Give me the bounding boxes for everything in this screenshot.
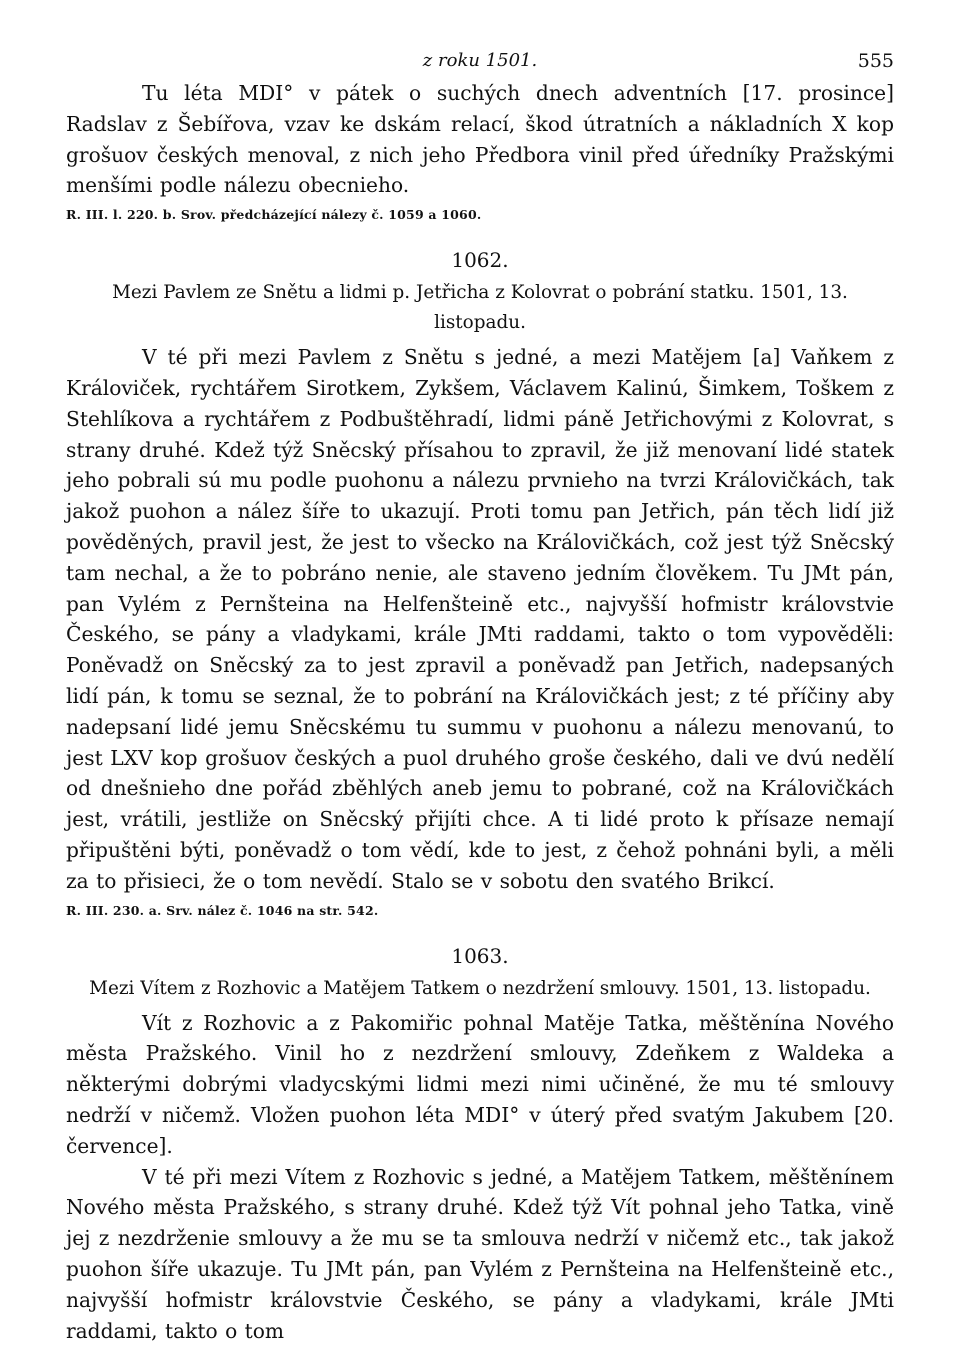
entry-summary: Mezi Vítem z Rozhovic a Matějem Tatkem o nezdržení smlouvy. 1501, 13. listopadu. — [89, 977, 871, 999]
running-title: z roku 1501. — [422, 50, 538, 71]
entry-number: 1062. — [451, 248, 509, 273]
paragraph-continuation: Tu léta MDI° v pátek o suchých dnech adventních [17. prosince] Radslav z Šebířova, vzav ke dskám relací, škod útratních a nákladních X kop grošuov českých menoval, z nich jeho Předbora vinil před úředníky Pražskými menšími podle nálezu obecnieho. — [66, 81, 894, 198]
paragraph: Vít z Rozhovic a z Pakomiřic pohnal Matěje Tatka, měštěnína Nového města Pražského. Vinil ho z nezdržení smlouvy, Zdeňkem z Waldeka a některými dobrými vladycskými lidmi mezi nimi učiněné, že mu té smlouvy nedrží v ničemž. Vložen puohon léta MDI° v úterý před svatým Jakubem [20. července]. — [66, 1010, 894, 1158]
paragraph: V té při mezi Pavlem z Snětu s jedné, a mezi Matějem [a] Vaňkem z Královiček, rychtářem Sirotkem, Zykšem, Václavem Kalinú, Šimkem, Toškem z Stehlíkova a rychtářem z Podbuštěhradí, lidmi páně Jetřichovými z Kolovrat, s strany druhé. Kdež týž Sněcský přísahou to zpravil, že již menovaní lidé statek jeho pobrali sú mu podle puohonu a nálezu prvnieho na tvrzi Královičkách, tak jakož puohon a nález šíře to ukazují. Proti tomu pan Jetřich, pán těch lidí již pověděných, pravil jest, že jest to všecko na Královičkách, což jest týž Sněcský tam nechal, a že to pobráno nenie, ale staveno jedním člověkem. Tu JMt pán, pan Vylém z Pernšteina na Helfenšteině etc., najvyšší hofmistr královstvie Českého, se pány a vladykami, krále JMti raddami, takto o tom vypověděli: Poněvadž on Sněcský za to jest zpravil a poněvadž pan Jetřich, nadepsaných lidí pán, k tomu se seznal, že to pobrání na Královičkách jest; z té příčiny aby nadepsaní lidé jemu Sněcskému tu summu v puohonu a nálezu menovanú, to jest LXV kop grošuov českých a puol druhého groše českého, dali ve dvú nedělí od dnešnieho dne pořád zběhlých aneb jemu to pobrané, což na Královičkách jest, vrátili, jestliže on Sněcský přijíti chce. A ti lidé proto k přísaze nemají připuštěni býti, poněvadž o tom vědí, kde to jest, z čehož pohnáni byli, a měli za to přisieci, že o tom nevědí. Stalo se v sobotu den svatého Brikcí. — [66, 345, 894, 893]
page-header — [66, 44, 894, 78]
page-number: 555 — [857, 50, 894, 72]
paragraph: V té při mezi Vítem z Rozhovic s jedné, a Matějem Tatkem, měštěnínem Nového města Pražského, s strany druhé. Kdež týž Vít pohnal jeho Tatka, vině jej z nezdrženie smlouvy a že mu se ta smlouva nedrží v ničemž etc., tak jakož puohon šíře ukazuje. Tu JMt pán, pan Vylém z Pernšteina na Helfenšteině etc., najvyšší hofmistr královstvie Českého, se pány a vladykami, krále JMti raddami, takto o tom — [66, 1164, 894, 1343]
entry-number: 1063. — [451, 943, 509, 968]
source-note: R. III. l. 220. b. Srov. předcházející nálezy č. 1059 a 1060. — [66, 207, 482, 223]
source-note: R. III. 230. a. Srv. nález č. 1046 na str. 542. — [66, 902, 379, 918]
entry-summary: Mezi Pavlem ze Snětu a lidmi p. Jetřicha z Kolovrat o pobrání statku. 1501, 13. listopadu. — [112, 282, 848, 334]
document-page — [66, 44, 894, 1346]
